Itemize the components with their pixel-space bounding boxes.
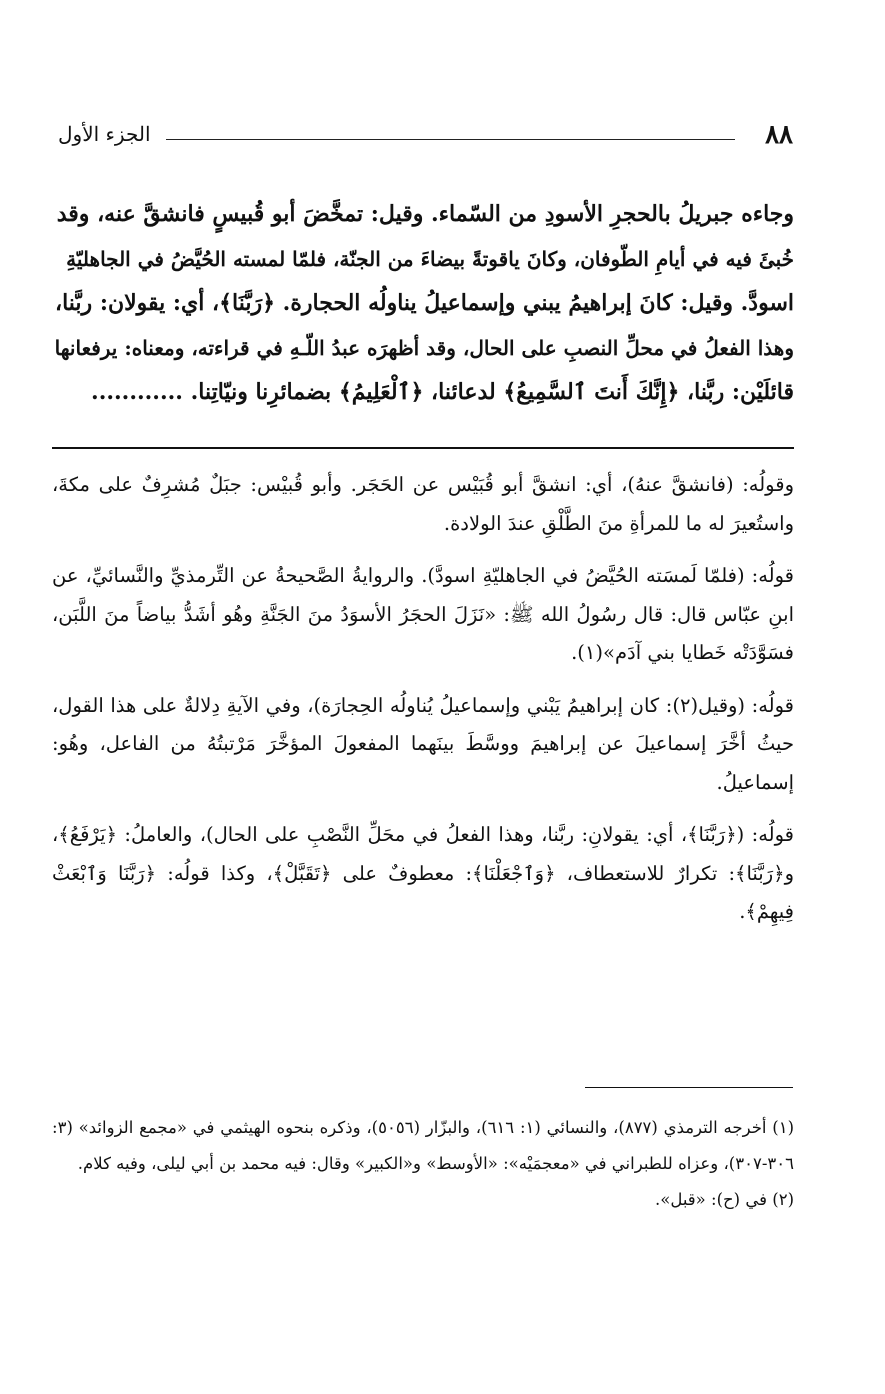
main-text-line: خُبئَ فيه في أيامِ الطّوفان، وكانَ ياقوتةً بيضاءَ من الجنّة، فلمّا لمسته الحُيَّضُ في الجاهليّةِ	[66, 246, 794, 271]
main-text-line: وهذا الفعلُ في محلِّ النصبِ على الحال، وقد أظهرَه عبدُ اللّـهِ في قراءته، ومعناه: يرفعانها	[54, 335, 794, 360]
footnotes	[52, 1110, 794, 1218]
main-text	[52, 192, 794, 415]
page-header	[58, 118, 793, 158]
footnote-divider	[585, 1087, 793, 1088]
commentary-paragraph: وقولُه: (فانشقَّ عنهُ)، أي: انشقَّ أبو قُبَيْس عن الحَجَر. وأبو قُبيْس: جبَلٌ مُشرِفٌ على مكةَ، واستُعيرَ له ما للمرأةِ منَ الطَّلْقِ عندَ الولادة.	[52, 473, 794, 535]
main-text-line: قائلَيْن: ربَّنا، ﴿إِنَّكَ أَنتَ ٱلسَّمِيعُ﴾ لدعائنا، ﴿ٱلْعَلِيمُ﴾ بضمائرِنا ونيّاتِنا. ............	[91, 379, 794, 405]
main-text-line: اسودَّ. وقيل: كانَ إبراهيمُ يبني وإسماعيلُ يناولُه الحجارة. ﴿رَبَّنَا﴾، أي: يقولان: ربَّنا،	[54, 290, 794, 316]
commentary-paragraph: قولُه: (وقيل(٢): كان إبراهيمُ يَبْني وإسماعيلُ يُناولُه الحِجارَة)، وفي الآيةِ دِلالةٌ على هذا القول، حيثُ أخَّرَ إسماعيلَ عن إبراهيمَ ووسَّطَ بينَهما المفعولَ المؤخَّرَ مَرْتبتُهُ من الفاعل، وهُو: إسماعيلُ.	[52, 693, 795, 794]
main-text-line: وجاءه جبريلُ بالحجرِ الأسودِ من السّماء. وقيل: تمخَّضَ أبو قُبيسٍ فانشقَّ عنه، وقد	[56, 201, 794, 227]
page-number: ٨٨	[765, 120, 793, 150]
running-title: الجزء الأول	[58, 122, 151, 146]
commentary-paragraph: قولُه: (﴿رَبَّنَا﴾، أي: يقولانِ: ربَّنا، وهذا الفعلُ في محَلِّ النَّصْبِ على الحال)، والعاملُ: ﴿يَرْفَعُ﴾، و﴿رَبَّنَا﴾: تكرارٌ للاستعطاف، ﴿وَٱجْعَلْنَا﴾: معطوفٌ على ﴿تَقَبَّلْ﴾، وكذا قولُه: ﴿رَبَّنَا وَٱبْعَثْ فِيهِمْ﴾.	[52, 823, 794, 923]
header-rule	[166, 139, 735, 140]
footnote: (٢) في (ح): «قبل».	[654, 1190, 794, 1209]
commentary-paragraph: قولُه: (فلمّا لَمسَته الحُيَّضُ في الجاهليّةِ اسودَّ). والروايةُ الصَّحيحةُ عن التِّرمذيِّ والنَّسائيِّ، عن ابنِ عبّاس قال: قال رسُولُ الله ﷺ: «نَزَلَ الحجَرُ الأسوَدُ منَ الجَنَّةِ وهُو أشَدُّ بياضاً منَ اللَّبَن، فسَوَّدَتْه خَطايا بني آدَم»(١).	[52, 564, 794, 664]
main-text-divider	[52, 447, 794, 449]
footnote: (١) أخرجه الترمذي (٨٧٧)، والنسائي (١: ٦١٦)، والبزّار (٥٠٥٦)، وذكره بنحوه الهيثمي في «مجمع الزوائد» (٣: ٣٠٦-٣٠٧)، وعزاه للطبراني في «معجمَيْه»: «الأوسط» و«الكبير» وقال: فيه محمد بن أبي ليلى، وفيه كلام.	[52, 1118, 795, 1173]
commentary	[52, 466, 794, 946]
